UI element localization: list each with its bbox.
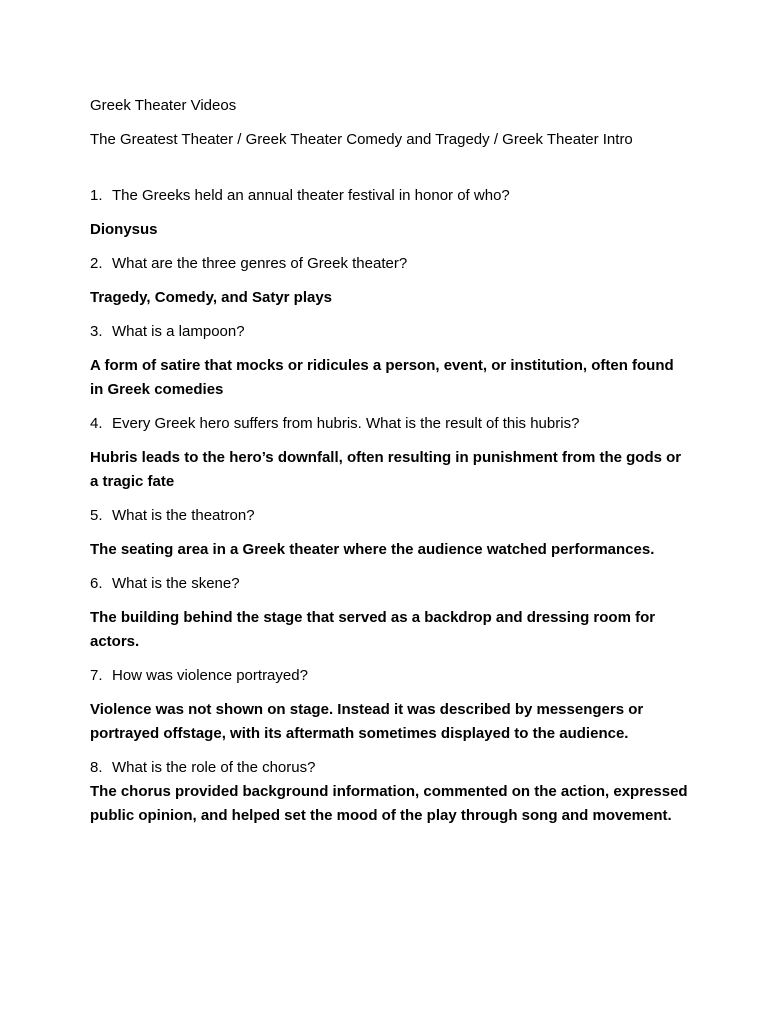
- qa-item-8: [90, 756, 690, 828]
- question-text: What are the three genres of Greek theater?: [112, 255, 408, 272]
- answer-5: The seating area in a Greek theater where the audience watched performances.: [90, 541, 655, 558]
- answer-6: The building behind the stage that served as a backdrop and dressing room for actors.: [90, 609, 656, 650]
- qa-item-3: [90, 320, 690, 402]
- question-number: 5.: [90, 507, 103, 524]
- question-number: 1.: [90, 187, 103, 204]
- answer-3: A form of satire that mocks or ridicules a person, event, or institution, often found in Greek comedies: [90, 357, 674, 398]
- question-2: [90, 252, 690, 276]
- question-text: What is a lampoon?: [112, 323, 245, 340]
- answer-4: Hubris leads to the hero’s downfall, often resulting in punishment from the gods or a tragic fate: [90, 449, 682, 490]
- question-text: What is the skene?: [112, 575, 240, 592]
- question-text: How was violence portrayed?: [112, 667, 308, 684]
- qa-item-2: [90, 252, 690, 310]
- question-number: 6.: [90, 575, 103, 592]
- question-number: 7.: [90, 667, 103, 684]
- document-title: Greek Theater Videos: [90, 97, 237, 114]
- question-3: [90, 320, 690, 344]
- question-text: What is the role of the chorus?: [112, 759, 316, 776]
- question-8: [90, 756, 690, 780]
- question-6: [90, 572, 690, 596]
- question-text: What is the theatron?: [112, 507, 255, 524]
- question-4: [90, 412, 690, 436]
- question-text: The Greeks held an annual theater festival in honor of who?: [112, 187, 510, 204]
- qa-item-7: [90, 664, 690, 746]
- qa-item-6: [90, 572, 690, 654]
- answer-8: The chorus provided background information, commented on the action, expressed public opinion, and helped set the mood of the play through song and movement.: [90, 783, 688, 824]
- question-number: 8.: [90, 759, 103, 776]
- document-subtitle: The Greatest Theater / Greek Theater Comedy and Tragedy / Greek Theater Intro: [90, 131, 633, 148]
- qa-item-1: [90, 184, 690, 242]
- document-content: [90, 94, 690, 828]
- qa-item-5: [90, 504, 690, 562]
- question-number: 3.: [90, 323, 103, 340]
- question-text: Every Greek hero suffers from hubris. What is the result of this hubris?: [112, 415, 580, 432]
- question-5: [90, 504, 690, 528]
- question-number: 2.: [90, 255, 103, 272]
- answer-7: Violence was not shown on stage. Instead it was described by messengers or portrayed offstage, with its aftermath sometimes displayed to the audience.: [90, 701, 644, 742]
- answer-2: Tragedy, Comedy, and Satyr plays: [90, 289, 333, 306]
- question-1: [90, 184, 690, 208]
- question-number: 4.: [90, 415, 103, 432]
- qa-item-4: [90, 412, 690, 494]
- answer-1: Dionysus: [90, 221, 158, 238]
- question-7: [90, 664, 690, 688]
